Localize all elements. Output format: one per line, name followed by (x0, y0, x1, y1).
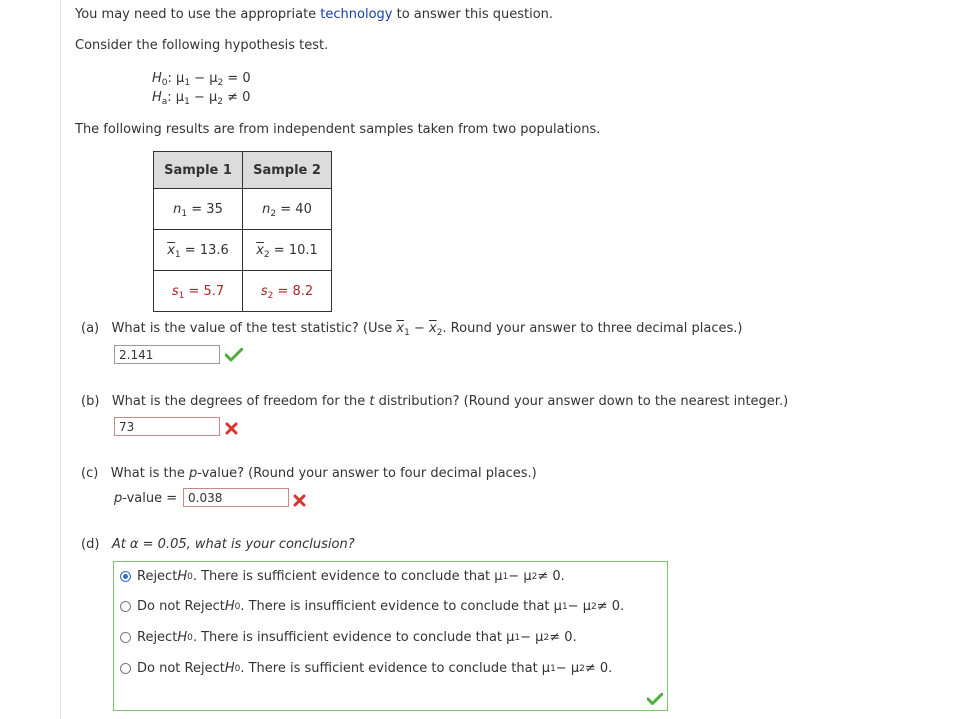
option-not-reject-sufficient[interactable]: Do not Reject H 0 . There is sufficient evidence to conclude that μ 1 − μ 2 ≠ 0. (120, 661, 612, 676)
question-d-label: (d) (81, 537, 100, 552)
question-c: (c) What is the p-value? (Round your answer to four decimal places.) (81, 466, 537, 481)
table-row (154, 271, 332, 312)
p-value-label: p-value = (114, 491, 178, 506)
incorrect-x-icon (225, 422, 238, 435)
intro-suffix: to answer this question. (392, 7, 554, 22)
option-reject-sufficient[interactable]: Reject H 0 . There is sufficient evidence to conclude that μ 1 − μ 2 ≠ 0. (120, 569, 565, 584)
correct-check-icon (647, 693, 663, 705)
consider-text: Consider the following hypothesis test. (75, 38, 329, 53)
correct-check-icon (225, 348, 243, 362)
question-b: (b) What is the degrees of freedom for the t distribution? (Round your answer down to the nearest integer.) (81, 394, 789, 409)
table-header-row (154, 152, 332, 189)
n1-cell: $n_1 = 35$ (154, 189, 243, 230)
conclusion-options (113, 561, 668, 711)
incorrect-x-icon (293, 494, 306, 507)
question-a-label: (a) (81, 321, 100, 336)
results-text: The following results are from independent samples taken from two populations. (75, 122, 601, 137)
intro-prefix: You may need to use the appropriate (75, 7, 321, 22)
x1-cell: $\overline{x}_1 = 13.6$ (154, 230, 243, 271)
radio-icon[interactable] (120, 663, 131, 674)
s2-cell: $s_2 = 8.2$ (243, 271, 332, 312)
samples-table (153, 151, 332, 312)
table-row (154, 189, 332, 230)
option-reject-insufficient[interactable]: Reject H 0 . There is insufficient evidence to conclude that μ 1 − μ 2 ≠ 0. (120, 630, 577, 645)
s1-cell: $s_1 = 5.7$ (154, 271, 243, 312)
alternative-hypothesis: $H_a$: $\mu_1 - \mu_2 \ne 0$ (152, 90, 251, 107)
question-a: (a) What is the value of the test statistic? (Use $\overline{x}_1 - \overline{x}_2$. Round your answer to three decimal places.) (81, 321, 743, 338)
answer-a-input[interactable]: 2.141 (114, 345, 220, 364)
header-sample-2: Sample 2 (243, 152, 332, 189)
table-row (154, 230, 332, 271)
question-c-label: (c) (81, 466, 99, 481)
radio-icon[interactable] (120, 632, 131, 643)
radio-icon[interactable] (120, 601, 131, 612)
answer-c-input[interactable]: 0.038 (183, 488, 289, 507)
null-hypothesis: $H_0$: $\mu_1 - \mu_2 = 0$ (152, 71, 251, 88)
x2-cell: $\overline{x}_2 = 10.1$ (243, 230, 332, 271)
n2-cell: $n_2 = 40$ (243, 189, 332, 230)
intro-text (75, 7, 553, 22)
option-not-reject-insufficient[interactable]: Do not Reject H 0 . There is insufficient evidence to conclude that μ 1 − μ 2 ≠ 0. (120, 599, 624, 614)
technology-link[interactable]: technology (320, 7, 393, 22)
question-d: (d) At α = 0.05, what is your conclusion? (81, 537, 355, 552)
answer-b-input[interactable]: 73 (114, 417, 220, 436)
header-sample-1: Sample 1 (154, 152, 243, 189)
radio-selected-icon[interactable] (120, 571, 131, 582)
question-b-label: (b) (81, 394, 100, 409)
left-margin-line (60, 0, 61, 719)
